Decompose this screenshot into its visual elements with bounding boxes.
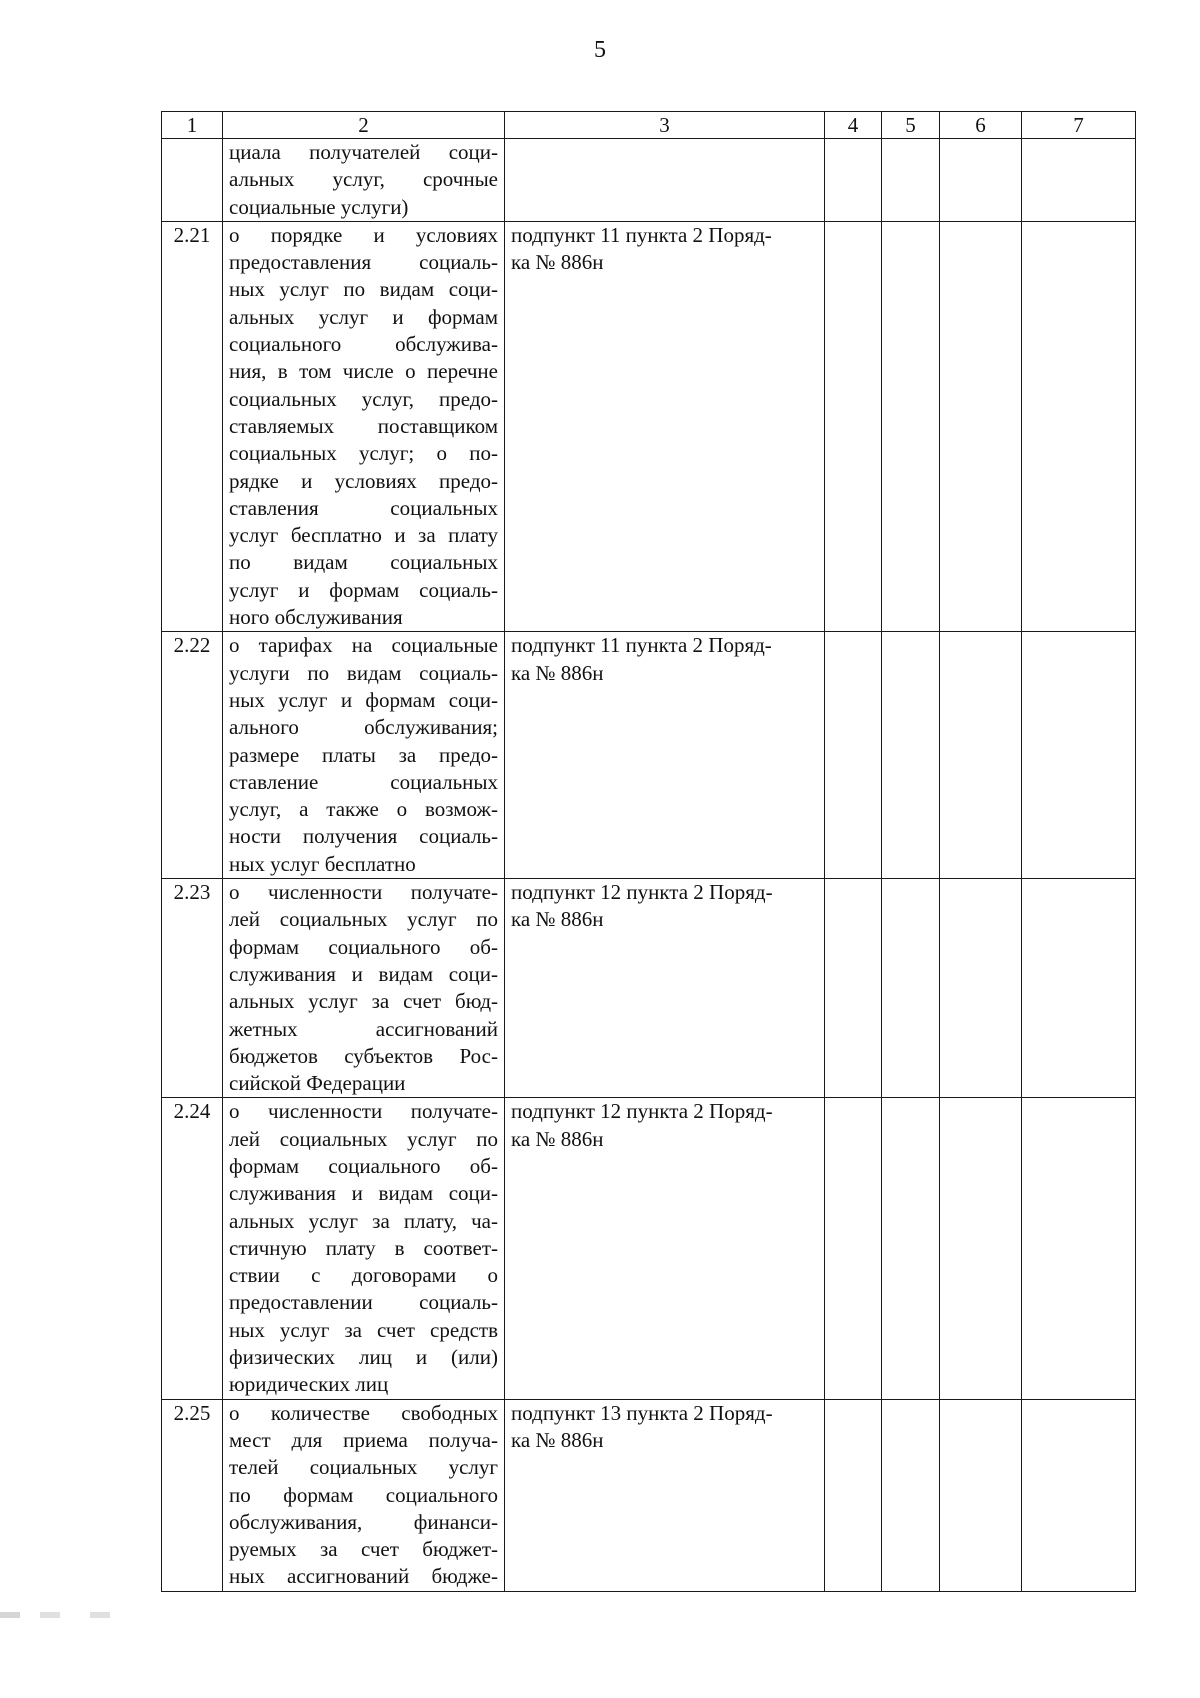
description-line: лей социальных услуг по <box>229 1126 498 1151</box>
description-line: стичную плату в соответ- <box>229 1235 498 1260</box>
empty-cell-col-4 <box>825 139 882 222</box>
description-line: ных услуг бесплатно <box>229 851 416 876</box>
reference-line: ка № 886н <box>511 1427 604 1452</box>
description-line: циала получателей соци- <box>229 140 498 164</box>
description-line: ных услуг по видам соци- <box>229 277 498 302</box>
row-reference <box>505 879 825 1098</box>
empty-cell-col-4 <box>825 221 882 631</box>
description-line: бюджетов субъектов Рос- <box>229 1043 498 1068</box>
description-line: ных услуг и формам соци- <box>229 687 498 712</box>
description-line: служивания и видам соци- <box>229 961 498 986</box>
table-body <box>162 139 1136 1592</box>
row-reference <box>505 221 825 631</box>
description-line: альных услуг за плату, ча- <box>229 1208 498 1233</box>
reference-line: ка № 886н <box>511 1126 604 1151</box>
description-line: размере платы за предо- <box>229 742 498 767</box>
table-row <box>162 632 1136 879</box>
description-line: ставляемых поставщиком <box>229 413 498 438</box>
description-line: ных услуг за счет средств <box>229 1317 498 1342</box>
reference-line: ка № 886н <box>511 907 604 932</box>
reference-line: подпункт 12 пункта 2 Поряд- <box>511 880 773 905</box>
description-line: по формам социального <box>229 1482 498 1507</box>
header-cell-2: 2 <box>223 112 505 139</box>
description-line: ных ассигнований бюдже- <box>229 1564 498 1589</box>
scan-artifact <box>0 1612 140 1618</box>
empty-cell-col-5 <box>882 879 940 1098</box>
description-line: предоставлении социаль- <box>229 1290 498 1315</box>
row-number <box>162 139 223 222</box>
empty-cell-col-4 <box>825 632 882 879</box>
row-description <box>223 221 505 631</box>
empty-cell-col-5 <box>882 1098 940 1399</box>
description-line: ного обслуживания <box>229 605 403 630</box>
header-cell-3: 3 <box>505 112 825 139</box>
row-description <box>223 139 505 222</box>
empty-cell-col-6 <box>940 139 1022 222</box>
description-line: социальные услуги) <box>229 194 409 219</box>
row-description <box>223 1098 505 1399</box>
header-cell-5: 5 <box>882 112 940 139</box>
description-line: по видам социальных <box>229 550 498 575</box>
table-header <box>162 112 1136 139</box>
description-line: формам социального об- <box>229 1153 498 1178</box>
description-line: ности получения социаль- <box>229 824 498 849</box>
table-row <box>162 139 1136 222</box>
description-line: предоставления социаль- <box>229 250 498 275</box>
description-line: о количестве свободных <box>229 1400 498 1425</box>
row-description <box>223 1399 505 1591</box>
empty-cell-col-7 <box>1022 632 1136 879</box>
empty-cell-col-6 <box>940 1098 1022 1399</box>
row-number: 2.21 <box>162 221 223 631</box>
description-line: ния, в том числе о перечне <box>229 359 498 384</box>
row-reference <box>505 139 825 222</box>
description-line: ствии с договорами о <box>229 1263 498 1288</box>
description-line: физических лиц и (или) <box>229 1345 498 1370</box>
description-line: лей социальных услуг по <box>229 907 498 932</box>
description-line: руемых за счет бюджет- <box>229 1537 498 1562</box>
description-line: обслуживания, финанси- <box>229 1509 498 1534</box>
description-line: служивания и видам соци- <box>229 1181 498 1206</box>
description-line: сийской Федерации <box>229 1071 406 1096</box>
description-line: альных услуг и формам <box>229 304 498 329</box>
description-line: социальных услуг, предо- <box>229 386 498 411</box>
description-line: ставления социальных <box>229 495 498 520</box>
row-description <box>223 879 505 1098</box>
row-number: 2.23 <box>162 879 223 1098</box>
table-row <box>162 221 1136 631</box>
description-line: о численности получате- <box>229 880 498 905</box>
row-reference <box>505 1399 825 1591</box>
row-reference <box>505 1098 825 1399</box>
reference-line: ка № 886н <box>511 660 604 685</box>
empty-cell-col-7 <box>1022 879 1136 1098</box>
reference-line: подпункт 13 пункта 2 Поряд- <box>511 1400 773 1425</box>
header-row <box>162 112 1136 139</box>
row-number: 2.22 <box>162 632 223 879</box>
description-line: формам социального об- <box>229 934 498 959</box>
reference-line: подпункт 12 пункта 2 Поряд- <box>511 1099 773 1124</box>
header-cell-6: 6 <box>940 112 1022 139</box>
description-line: ального обслуживания; <box>229 715 498 740</box>
description-line: мест для приема получа- <box>229 1427 498 1452</box>
empty-cell-col-4 <box>825 1399 882 1591</box>
reference-line: подпункт 11 пункта 2 Поряд- <box>511 633 772 658</box>
row-number: 2.25 <box>162 1399 223 1591</box>
empty-cell-col-7 <box>1022 139 1136 222</box>
table-row <box>162 1098 1136 1399</box>
description-line: юридических лиц <box>229 1372 389 1397</box>
description-line: о тарифах на социальные <box>229 633 498 658</box>
description-line: телей социальных услуг <box>229 1455 498 1480</box>
description-line: услуг бесплатно и за плату <box>229 523 498 548</box>
header-cell-1: 1 <box>162 112 223 139</box>
table-row <box>162 879 1136 1098</box>
row-reference <box>505 632 825 879</box>
empty-cell-col-5 <box>882 1399 940 1591</box>
empty-cell-col-7 <box>1022 221 1136 631</box>
empty-cell-col-5 <box>882 632 940 879</box>
header-cell-4: 4 <box>825 112 882 139</box>
empty-cell-col-5 <box>882 221 940 631</box>
description-line: альных услуг, срочные <box>229 167 498 192</box>
description-line: о порядке и условиях <box>229 222 498 247</box>
empty-cell-col-4 <box>825 1098 882 1399</box>
requirements-table <box>161 111 1136 1592</box>
description-line: услуг, а также о возмож- <box>229 797 498 822</box>
description-line: социального обслужива- <box>229 332 498 357</box>
empty-cell-col-6 <box>940 879 1022 1098</box>
empty-cell-col-6 <box>940 632 1022 879</box>
page-number: 5 <box>594 37 606 63</box>
header-cell-7: 7 <box>1022 112 1136 139</box>
table-row <box>162 1399 1136 1591</box>
reference-line: подпункт 11 пункта 2 Поряд- <box>511 222 772 247</box>
row-number: 2.24 <box>162 1098 223 1399</box>
reference-line: ка № 886н <box>511 250 604 275</box>
description-line: ставление социальных <box>229 769 498 794</box>
description-line: о численности получате- <box>229 1099 498 1124</box>
description-line: социальных услуг; о по- <box>229 441 498 466</box>
empty-cell-col-7 <box>1022 1399 1136 1591</box>
empty-cell-col-6 <box>940 221 1022 631</box>
description-line: альных услуг за счет бюд- <box>229 989 498 1014</box>
empty-cell-col-5 <box>882 139 940 222</box>
description-line: рядке и условиях предо- <box>229 468 498 493</box>
description-line: жетных ассигнований <box>229 1016 498 1041</box>
description-line: услуги по видам социаль- <box>229 660 498 685</box>
description-line: услуг и формам социаль- <box>229 577 498 602</box>
empty-cell-col-4 <box>825 879 882 1098</box>
empty-cell-col-7 <box>1022 1098 1136 1399</box>
row-description <box>223 632 505 879</box>
empty-cell-col-6 <box>940 1399 1022 1591</box>
